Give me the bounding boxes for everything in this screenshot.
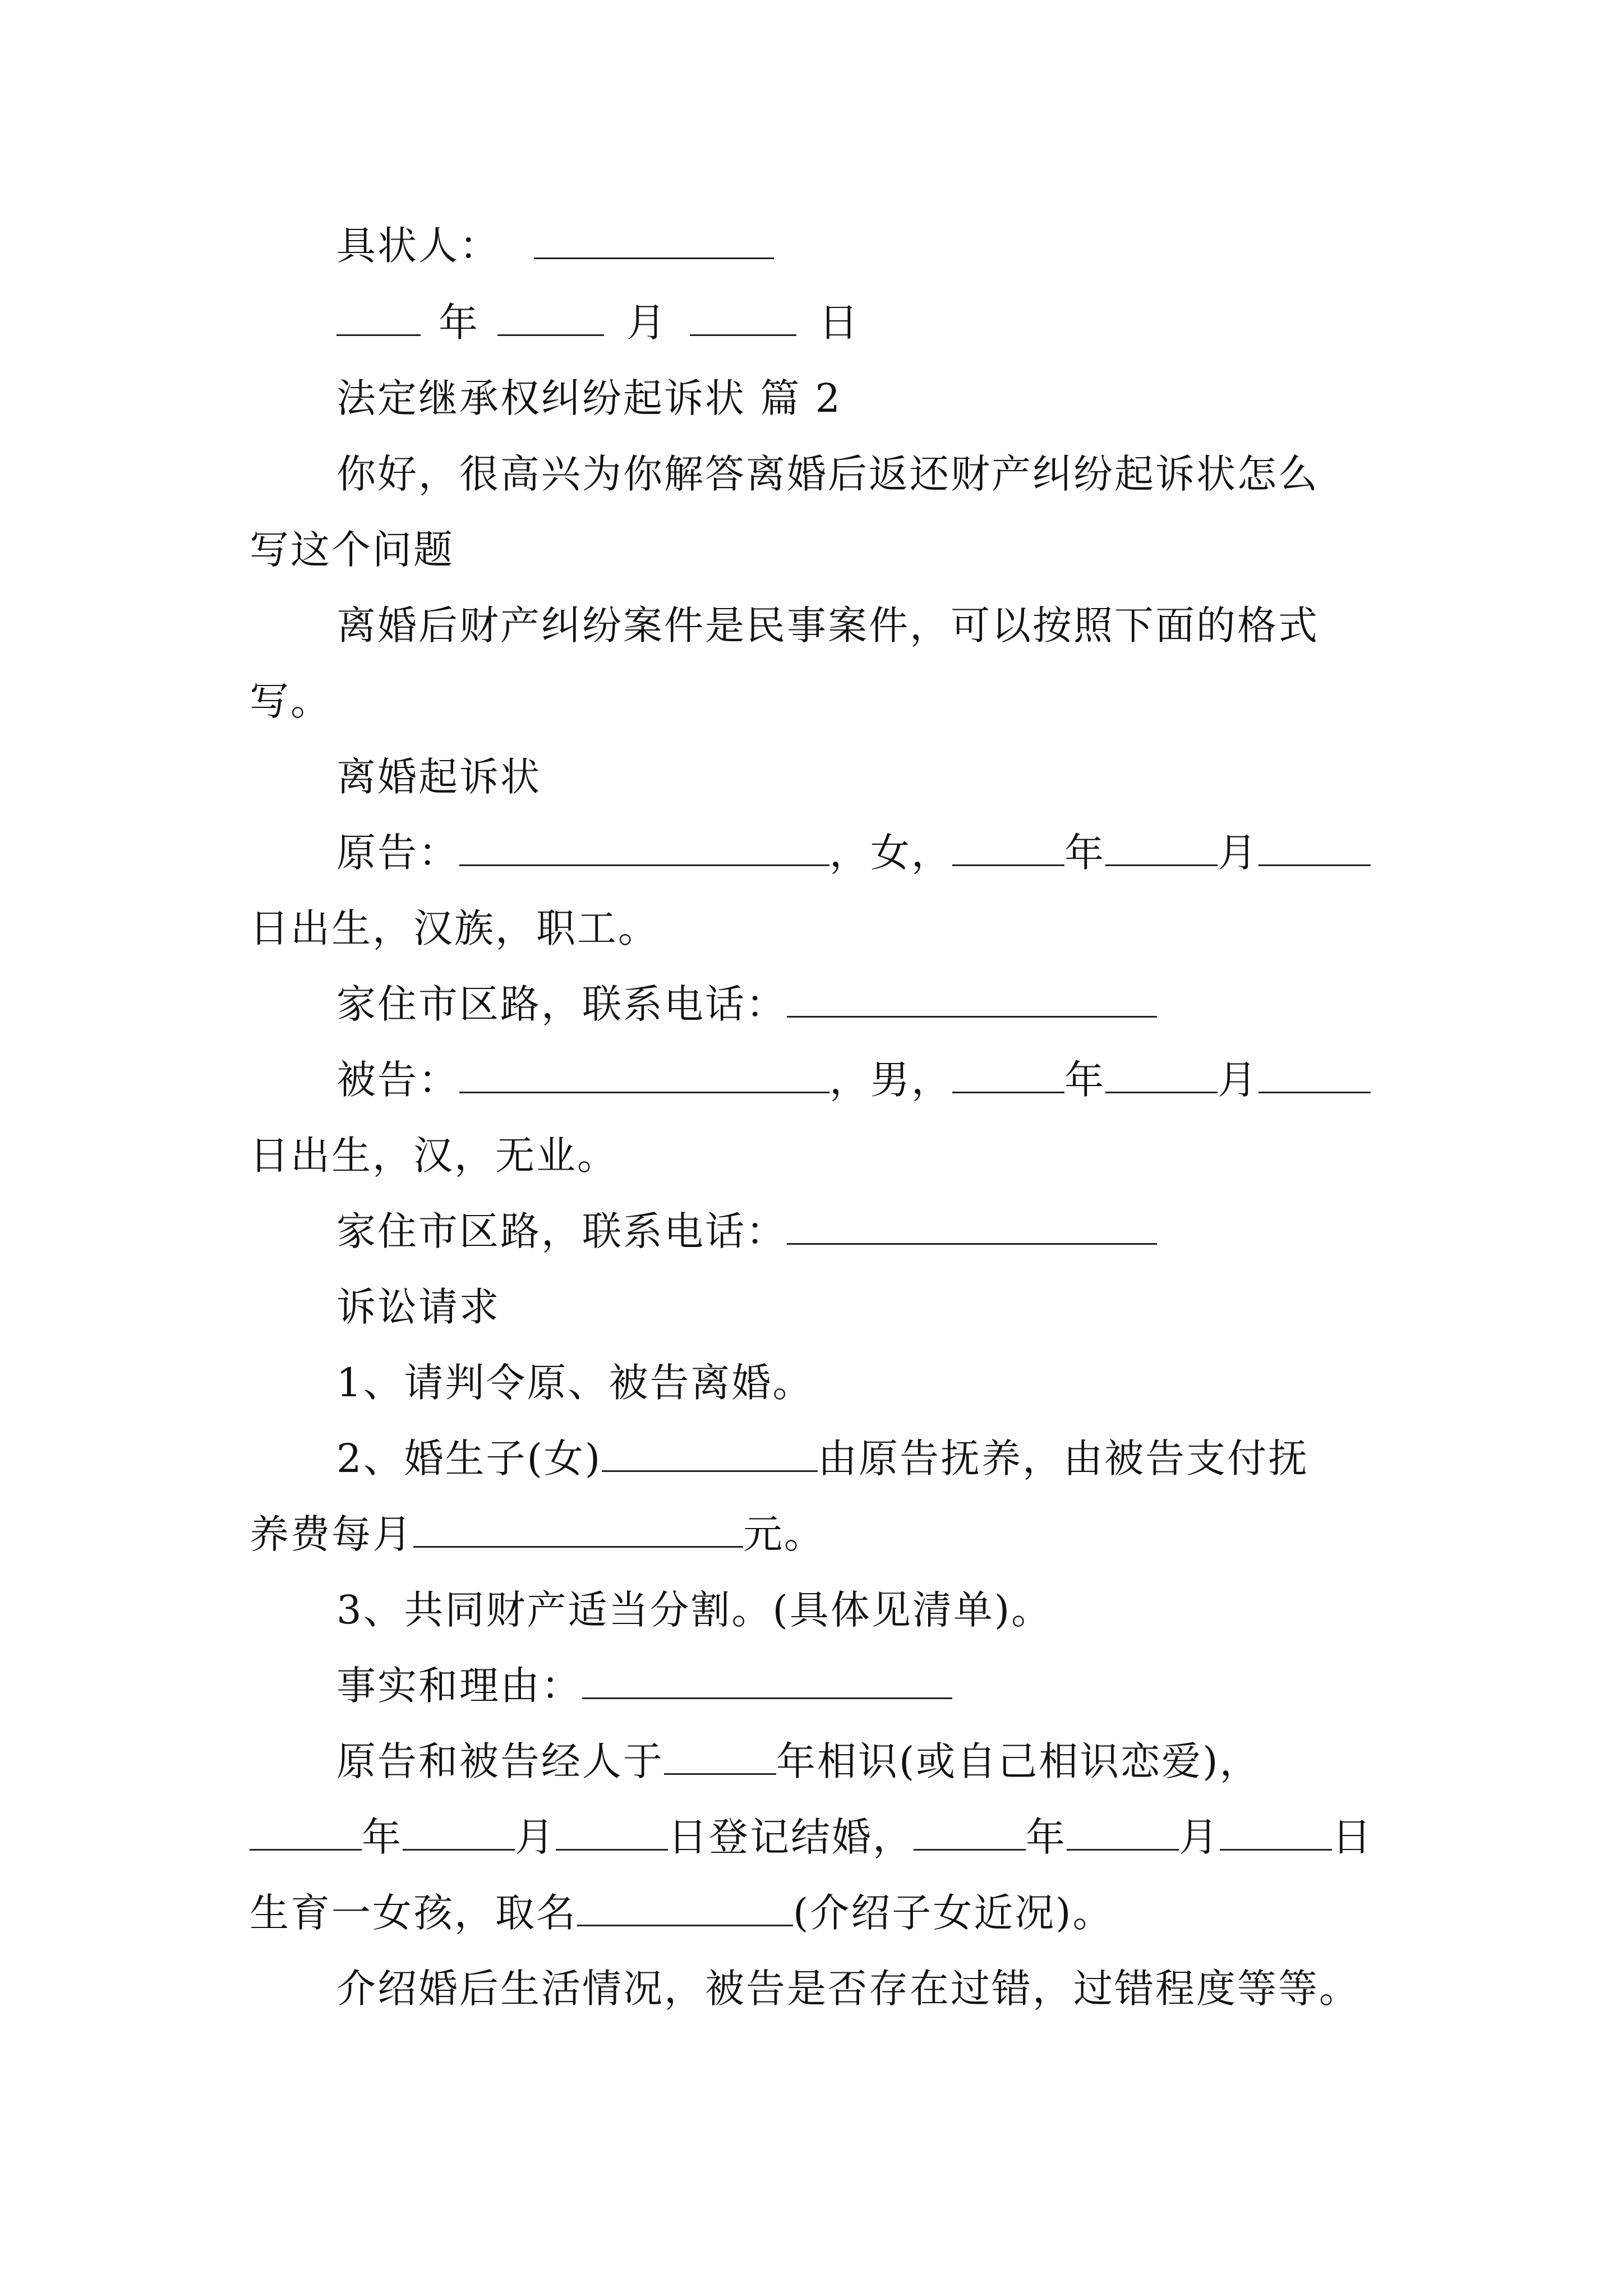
closing-line: 介绍婚后生活情况，被告是否存在过错，过错程度等等。 [336,1966,1360,2012]
plaintiff-day-blank[interactable] [1258,830,1371,866]
claim-2-line2-prefix: 养费每月 [250,1511,413,1557]
month-label: 月 [626,300,667,346]
birth-day-label: 日 [1332,1814,1373,1860]
plaintiff-address-line [250,977,1388,1031]
plaintiff-year-label: 年 [1064,830,1105,876]
birth-month-blank[interactable] [1067,1814,1179,1851]
facts-l1-prefix: 原告和被告经人于 [336,1738,664,1784]
plaintiff-month-blank[interactable] [1105,830,1218,866]
claim-3: 3、共同财产适当分割。(具体见清单)。 [336,1587,1053,1633]
intro-line-1: 你好，很高兴为你解答离婚后返还财产纠纷起诉状怎么 [336,451,1319,497]
defendant-label: 被告： [336,1057,459,1103]
para2-line-1: 离婚后财产纠纷案件是民事案件，可以按照下面的格式 [336,602,1319,648]
month-blank[interactable] [497,300,604,336]
defendant-phone-blank[interactable] [787,1208,1157,1245]
defendant-name-blank[interactable] [459,1057,829,1093]
marriage-year-label: 年 [362,1814,403,1860]
defendant-line-2: 日出生，汉，无业。 [250,1133,618,1179]
plaintiff-name-blank[interactable] [459,830,829,866]
para2-line-2: 写。 [250,678,331,724]
birth-year-blank[interactable] [914,1814,1026,1851]
marriage-day-text: 日登记结婚， [668,1814,914,1860]
facts-line-2 [250,1810,1388,1864]
date-line [250,296,1388,349]
claim-1: 1、请判令原、被告离婚。 [336,1360,814,1406]
plaintiff-line-2: 日出生，汉族，职工。 [250,905,659,951]
day-label: 日 [819,300,860,346]
marriage-year-blank[interactable] [250,1814,362,1851]
plaintiff-year-blank[interactable] [952,830,1064,866]
signature-label: 具状人： [336,223,500,269]
facts-l3-suffix: (介绍子女近况)。 [793,1890,1114,1936]
claim-2-mid: 由原告抚养，由被告支付抚 [818,1435,1310,1481]
defendant-gender: ，男， [829,1057,952,1103]
facts-line-3 [250,1886,1388,1940]
complaint-title: 离婚起诉状 [336,754,541,800]
marriage-month-blank[interactable] [403,1814,515,1851]
plaintiff-line [250,826,1388,880]
defendant-address-line [250,1204,1388,1258]
defendant-month-label: 月 [1218,1057,1258,1103]
claim-2-line2-suffix: 元。 [743,1511,825,1557]
plaintiff-gender: ，女， [829,830,952,876]
year-label: 年 [439,300,479,346]
facts-l1-suffix: 年相识(或自己相识恋爱)， [776,1738,1261,1784]
facts-line-1 [250,1734,1388,1788]
acquaint-year-blank[interactable] [664,1738,776,1775]
defendant-year-blank[interactable] [952,1057,1064,1093]
facts-line [250,1659,1388,1713]
plaintiff-phone-blank[interactable] [787,981,1157,1018]
claims-title: 诉讼请求 [336,1284,500,1330]
year-blank[interactable] [336,300,421,336]
child-name-blank[interactable] [602,1435,818,1472]
birth-month-label: 月 [1179,1814,1220,1860]
claim-2-line-1 [250,1432,1388,1485]
support-amount-blank[interactable] [413,1511,743,1548]
defendant-month-blank[interactable] [1105,1057,1218,1093]
birth-year-label: 年 [1026,1814,1067,1860]
defendant-line [250,1053,1388,1107]
signature-line [250,219,1388,273]
claim-2-line-2 [250,1507,1388,1561]
claim-2-prefix: 2、婚生子(女) [336,1435,602,1481]
marriage-day-blank[interactable] [556,1814,668,1851]
facts-blank[interactable] [582,1663,952,1699]
defendant-year-label: 年 [1064,1057,1105,1103]
defendant-address-label: 家住市区路，联系电话： [336,1208,787,1254]
marriage-month-label: 月 [515,1814,556,1860]
section-heading: 法定继承权纠纷起诉状 篇 2 [336,375,842,421]
child-given-name-blank[interactable] [577,1890,793,1926]
defendant-day-blank[interactable] [1258,1057,1371,1093]
plaintiff-label: 原告： [336,830,459,876]
day-blank[interactable] [690,300,796,336]
plaintiff-address-label: 家住市区路，联系电话： [336,981,787,1027]
intro-line-2: 写这个问题 [250,527,454,573]
facts-l3-prefix: 生育一女孩，取名 [250,1890,577,1936]
facts-label: 事实和理由： [336,1663,582,1709]
plaintiff-month-label: 月 [1218,830,1258,876]
signature-blank[interactable] [534,223,774,259]
birth-day-blank[interactable] [1220,1814,1332,1851]
